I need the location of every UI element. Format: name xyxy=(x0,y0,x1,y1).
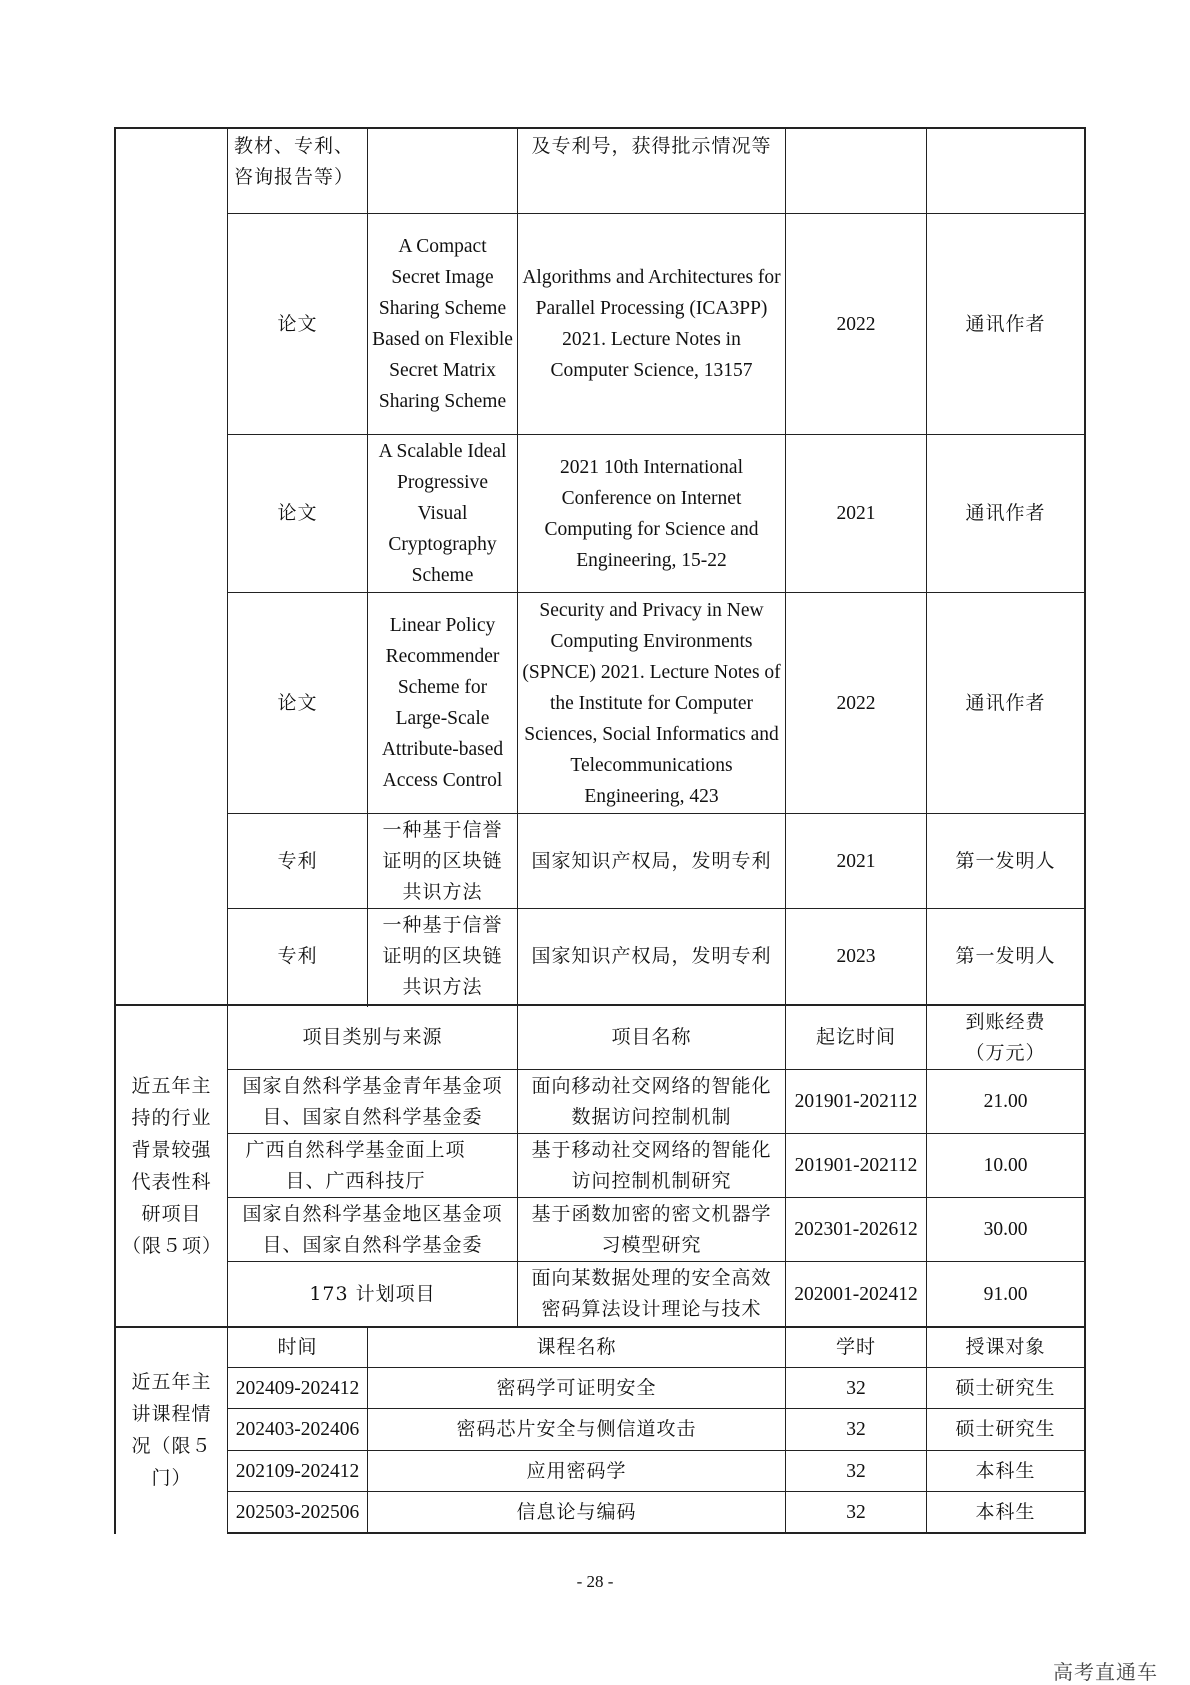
output-role: 第一发明人 xyxy=(955,849,1056,872)
watermark: 高考直通车 xyxy=(1053,1660,1158,1684)
output-type: 论文 xyxy=(277,312,318,335)
project-category: 国家自然科学基金地区基金项目、国家自然科学基金委 xyxy=(242,1202,503,1256)
output-source: Security and Privacy in New Computing Environments (SPNCE) 2021. Lecture Notes of the Institute for Computer Sciences, Social Informatics and Telecommunications Engineering, 423 xyxy=(522,599,781,807)
output-type: 论文 xyxy=(277,691,318,714)
output-year: 2021 xyxy=(836,850,876,872)
project-name: 面向某数据处理的安全高效密码算法设计理论与技术 xyxy=(531,1267,772,1320)
course-audience: 硕士研究生 xyxy=(955,1376,1056,1399)
project-period: 201901-202112 xyxy=(794,1155,918,1176)
output-year: 2021 xyxy=(836,503,876,524)
project-funding: 30.00 xyxy=(983,1219,1028,1240)
table-border xyxy=(1084,127,1086,1534)
projects-header-funding: 到账经费（万元） xyxy=(965,1010,1046,1064)
project-period: 202001-202412 xyxy=(794,1283,918,1305)
project-name: 基于函数加密的密文机器学习模型研究 xyxy=(531,1202,772,1256)
output-source-header: 及专利号，获得批示情况等 xyxy=(531,135,772,157)
project-funding: 91.00 xyxy=(983,1283,1028,1305)
course-time: 202109-202412 xyxy=(235,1460,360,1482)
output-source: 国家知识产权局，发明专利 xyxy=(531,945,772,967)
output-title: A Scalable Ideal Progressive Visual Cryptography Scheme xyxy=(378,441,507,586)
project-name: 面向移动社交网络的智能化数据访问控制机制 xyxy=(531,1074,772,1128)
table-border xyxy=(227,1532,1086,1534)
output-source: 2021 10th International Conference on Internet Computing for Science and Engineering, 15-22 xyxy=(544,456,759,571)
courses-header-hours: 学时 xyxy=(835,1336,876,1358)
output-year: 2022 xyxy=(836,692,876,714)
output-role: 通讯作者 xyxy=(965,312,1046,335)
output-type-header: 教材、专利、咨询报告等） xyxy=(234,135,355,188)
course-name: 信息论与编码 xyxy=(516,1500,637,1523)
output-year: 2022 xyxy=(836,313,876,335)
output-title: 一种基于信誉证明的区块链共识方法 xyxy=(382,818,503,903)
output-type: 论文 xyxy=(277,502,318,524)
course-name: 应用密码学 xyxy=(526,1459,627,1482)
output-role: 通讯作者 xyxy=(965,502,1046,524)
course-audience: 本科生 xyxy=(975,1500,1036,1523)
projects-header-period: 起讫时间 xyxy=(815,1026,896,1048)
projects-header-name: 项目名称 xyxy=(611,1026,692,1048)
project-period: 202301-202612 xyxy=(794,1219,918,1240)
course-name: 密码学可证明安全 xyxy=(496,1376,657,1399)
output-year: 2023 xyxy=(836,946,876,967)
course-hours: 32 xyxy=(846,1460,866,1482)
course-audience: 本科生 xyxy=(975,1459,1036,1482)
course-hours: 32 xyxy=(846,1501,866,1523)
course-time: 202403-202406 xyxy=(235,1419,360,1440)
project-period: 201901-202112 xyxy=(794,1091,918,1112)
courses-header-name: 课程名称 xyxy=(536,1336,617,1358)
output-title: 一种基于信誉证明的区块链共识方法 xyxy=(382,914,503,998)
output-type: 专利 xyxy=(277,945,318,967)
page-number: - 28 - xyxy=(576,1572,614,1591)
output-role: 第一发明人 xyxy=(955,945,1056,967)
course-audience: 硕士研究生 xyxy=(955,1418,1056,1440)
output-role: 通讯作者 xyxy=(965,691,1046,714)
project-funding: 21.00 xyxy=(983,1091,1028,1112)
output-source: Algorithms and Architectures for Parallel Processing (ICA3PP) 2021. Lecture Notes in Computer Science, 13157 xyxy=(522,267,781,381)
project-category: 173 计划项目 xyxy=(309,1282,436,1305)
course-name: 密码芯片安全与侧信道攻击 xyxy=(456,1418,697,1440)
course-hours: 32 xyxy=(846,1377,866,1399)
output-type: 专利 xyxy=(277,849,318,872)
project-category: 国家自然科学基金青年基金项目、国家自然科学基金委 xyxy=(242,1074,503,1128)
projects-header-category: 项目类别与来源 xyxy=(302,1026,443,1048)
project-category: 广西自然科学基金面上项目、广西科技厅 xyxy=(245,1138,466,1192)
course-hours: 32 xyxy=(846,1419,866,1440)
courses-header-time: 时间 xyxy=(277,1336,318,1358)
courses-header-audience: 授课对象 xyxy=(965,1336,1046,1358)
project-name: 基于移动社交网络的智能化访问控制机制研究 xyxy=(531,1138,772,1192)
courses-section-label: 近五年主讲课程情况（限５门） xyxy=(131,1371,212,1489)
output-title: A Compact Secret Image Sharing Scheme Based on Flexible Secret Matrix Sharing Scheme xyxy=(372,236,513,412)
output-title: Linear Policy Recommender Scheme for Large-Scale Attribute-based Access Control xyxy=(381,615,504,791)
course-time: 202503-202506 xyxy=(235,1501,360,1523)
projects-section-label: 近五年主持的行业背景较强代表性科研项目（限５项） xyxy=(122,1075,223,1257)
output-source: 国家知识产权局，发明专利 xyxy=(531,849,772,872)
project-funding: 10.00 xyxy=(983,1155,1028,1176)
course-time: 202409-202412 xyxy=(235,1377,360,1399)
